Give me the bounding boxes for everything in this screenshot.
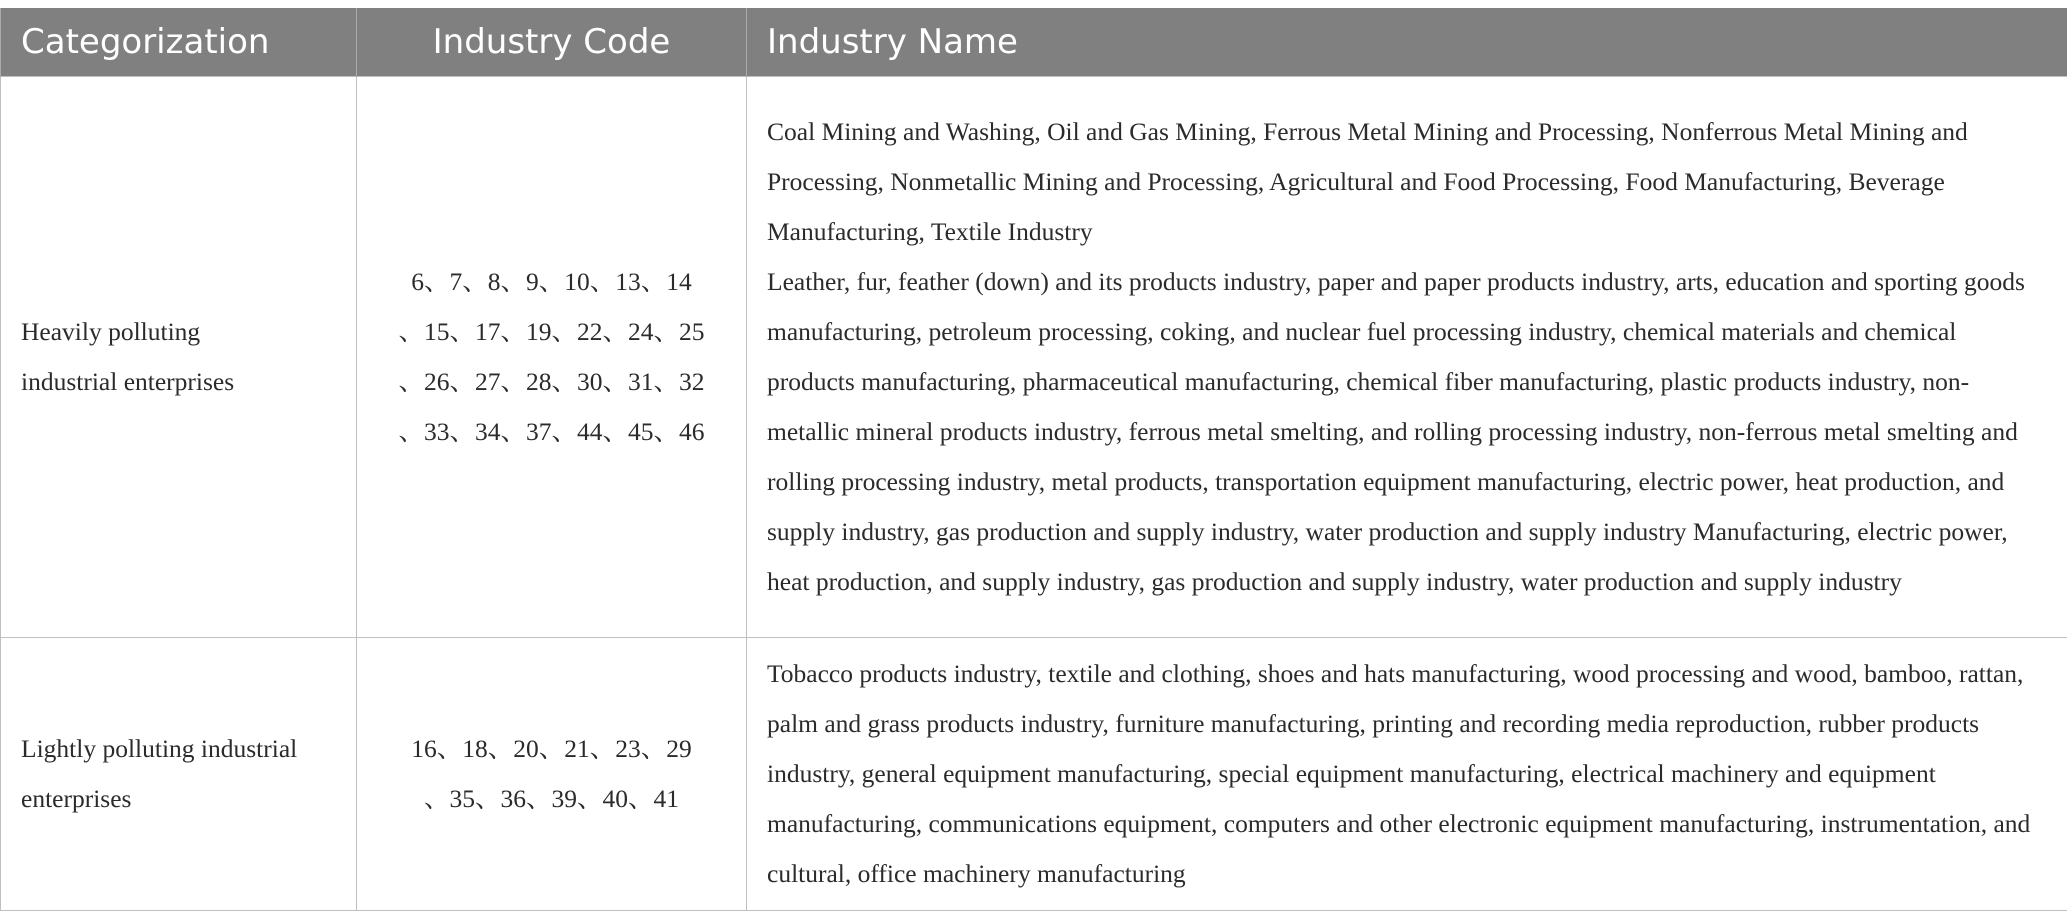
category-text: Heavily polluting	[21, 317, 201, 346]
category-text: industrial enterprises	[21, 367, 235, 396]
category-cell	[1, 638, 357, 911]
category-cell	[1, 77, 357, 638]
industry-name-cell	[747, 638, 2067, 911]
code-text: 、26、27、28、30、31、32	[398, 367, 705, 396]
industry-name-cell	[747, 77, 2067, 638]
code-text: 、35、36、39、40、41	[423, 784, 679, 813]
category-text: Lightly polluting industrial	[21, 734, 298, 763]
table-header-row	[1, 8, 2067, 77]
industry-classification-table	[0, 8, 2067, 911]
header-industry-code: Industry Code	[357, 8, 747, 77]
code-text: 6、7、8、9、10、13、14	[411, 267, 692, 296]
header-categorization: Categorization	[1, 8, 357, 77]
code-text: 、15、17、19、22、24、25	[398, 317, 705, 346]
category-text: enterprises	[21, 784, 132, 813]
table-row	[1, 77, 2067, 638]
table-row	[1, 638, 2067, 911]
header-industry-name: Industry Name	[747, 8, 2067, 77]
industry-code-cell	[357, 638, 747, 911]
industry-code-cell	[357, 77, 747, 638]
industry-name-text: Leather, fur, feather (down) and its products industry, paper and paper products industry, arts, education and sporting goods manufacturing, petroleum processing, coking, and nuclear fuel processing industry, chemical materials and chemical products manufacturing, pharmaceutical manufacturing, chemical fiber manufacturing, plastic products industry, non-metallic mineral products industry, ferrous metal smelting, and rolling processing industry, non-ferrous metal smelting and rolling processing industry, metal products, transportation equipment manufacturing, electric power, heat production, and supply industry, gas production and supply industry, water production and supply industry Manufacturing, electric power, heat production, and supply industry, gas production and supply industry, water production and supply industry	[767, 267, 2025, 596]
code-text: 、33、34、37、44、45、46	[398, 417, 705, 446]
industry-name-text: Tobacco products industry, textile and clothing, shoes and hats manufacturing, wood processing and wood, bamboo, rattan, palm and grass products industry, furniture manufacturing, printing and recording media reproduction, rubber products industry, general equipment manufacturing, special equipment manufacturing, electrical machinery and equipment manufacturing, communications equipment, computers and other electronic equipment manufacturing, instrumentation, and cultural, office machinery manufacturing	[767, 659, 2031, 888]
code-text: 16、18、20、21、23、29	[411, 734, 692, 763]
industry-table-container	[0, 8, 2067, 911]
industry-name-text: Coal Mining and Washing, Oil and Gas Mining, Ferrous Metal Mining and Processing, Nonferrous Metal Mining and Processing, Nonmetallic Mining and Processing, Agricultural and Food Processing, Food Manufacturing, Beverage Manufacturing, Textile Industry	[767, 117, 1968, 246]
